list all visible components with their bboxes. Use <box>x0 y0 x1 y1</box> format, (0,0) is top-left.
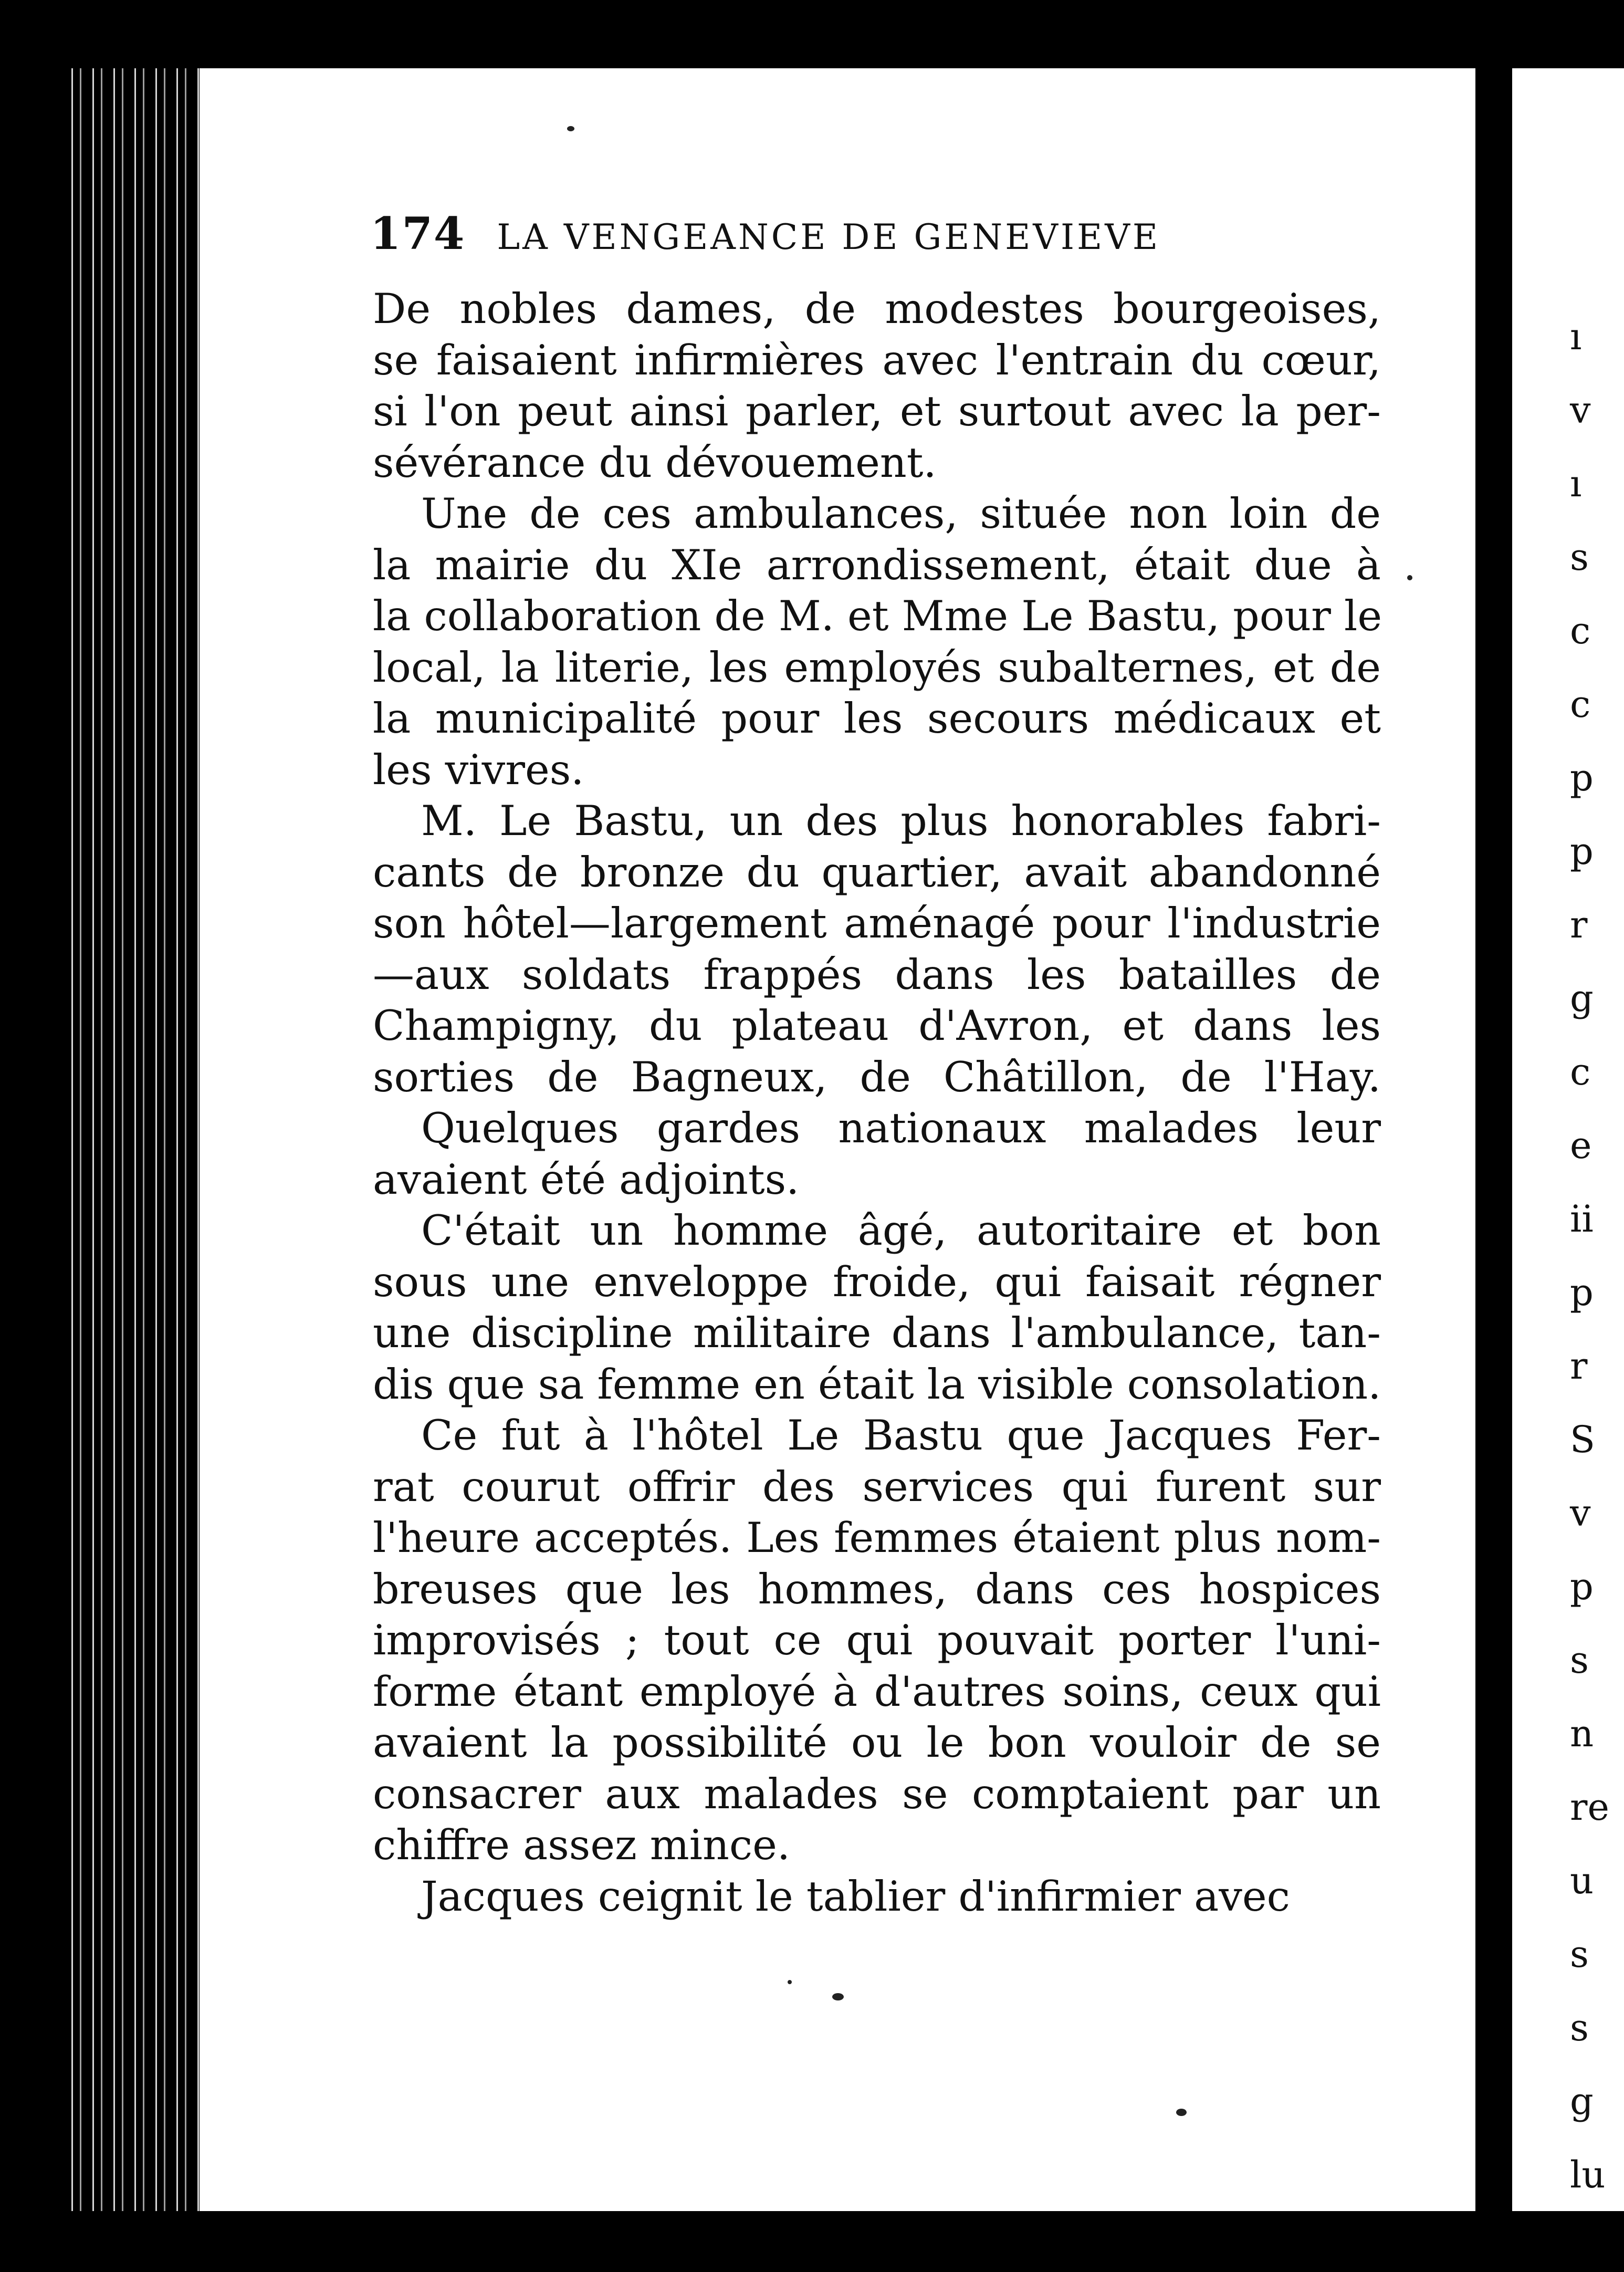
facing-page-fragment: c <box>1570 1050 1591 1093</box>
scan-speck <box>1407 575 1412 580</box>
text-line: la mairie du XIe arrondissement, était due à <box>373 540 1381 589</box>
facing-page-fragment: s <box>1570 1639 1589 1682</box>
facing-page-fragment: p <box>1570 1271 1594 1314</box>
facing-page-fragment: r <box>1570 1345 1588 1388</box>
text-line: local, la literie, les employés subalternes, et de <box>373 643 1381 692</box>
text-line: C'était un homme âgé, autoritaire et bon <box>421 1206 1381 1255</box>
scan-speck <box>832 1993 844 2000</box>
facing-page-fragment: s <box>1570 1933 1589 1976</box>
facing-page-fragment: e <box>1570 1124 1592 1167</box>
text-line: consacrer aux malades se comptaient par un <box>373 1769 1381 1818</box>
text-line: une discipline militaire dans l'ambulance, tan- <box>373 1309 1381 1357</box>
text-line: Une de ces ambulances, située non loin de <box>421 489 1381 538</box>
facing-page-fragment: ı <box>1570 315 1582 358</box>
text-line: De nobles dames, de modestes bourgeoises, <box>373 285 1381 333</box>
page-body <box>373 284 1381 1922</box>
facing-page-fragment: n <box>1570 1712 1594 1755</box>
text-line: Champigny, du plateau d'Avron, et dans les <box>373 1002 1381 1050</box>
facing-page-fragment: g <box>1570 977 1594 1020</box>
text-line: chiffre assez mince. <box>373 1821 790 1869</box>
facing-page-fragment: S <box>1570 1418 1595 1461</box>
text-line: la collaboration de M. et Mme Le Bastu, pour le <box>373 592 1382 640</box>
text-line: sous une enveloppe froide, qui faisait régner <box>373 1257 1381 1306</box>
facing-page-fragment: r <box>1570 903 1588 946</box>
scan-speck <box>788 1980 792 1984</box>
facing-page-fragment: v <box>1570 1492 1591 1535</box>
text-line: —aux soldats frappés dans les batailles de <box>373 950 1381 999</box>
scan-speck <box>1176 2109 1187 2116</box>
facing-page-fragment: ı <box>1570 462 1582 505</box>
text-line: M. Le Bastu, un des plus honorables fabri- <box>421 797 1381 845</box>
text-line: la municipalité pour les secours médicaux et <box>373 694 1381 743</box>
text-line: dis que sa femme en était la visible consolation. <box>373 1360 1381 1409</box>
text-line: rat courut offrir des services qui furent sur <box>373 1462 1381 1511</box>
text-line: si l'on peut ainsi parler, et surtout avec la per- <box>373 387 1381 435</box>
text-line: avaient été adjoints. <box>373 1155 800 1204</box>
facing-page-fragment: p <box>1570 756 1594 799</box>
facing-page-fragment: v <box>1570 389 1591 432</box>
facing-page-fragment: p <box>1570 1565 1594 1608</box>
text-line: avaient la possibilité ou le bon vouloir de se <box>373 1718 1381 1767</box>
text-line: se faisaient infirmières avec l'entrain du cœur, <box>373 336 1381 384</box>
text-line: breuses que les hommes, dans ces hospices <box>373 1565 1381 1613</box>
text-line: improvisés ; tout ce qui pouvait porter l'uni- <box>373 1616 1381 1664</box>
running-header <box>370 207 1210 259</box>
text-line: les vivres. <box>373 745 584 794</box>
page-number: 174 <box>370 207 466 259</box>
text-line: Jacques ceignit le tablier d'infirmier avec <box>421 1872 1290 1921</box>
facing-page-fragment: c <box>1570 683 1591 726</box>
text-line: Ce fut à l'hôtel Le Bastu que Jacques Fer- <box>421 1411 1381 1460</box>
facing-page-fragment: s <box>1570 2006 1589 2049</box>
facing-page-fragment: p <box>1570 830 1594 873</box>
facing-page-edge <box>1512 68 1624 2211</box>
text-line: cants de bronze du quartier, avait abandonné <box>373 848 1381 897</box>
text-line: Quelques gardes nationaux malades leur <box>421 1104 1381 1152</box>
scan-speck <box>567 126 574 131</box>
text-line: son hôtel—largement aménagé pour l'industrie <box>373 899 1381 947</box>
running-title: LA VENGEANCE DE GENEVIEVE <box>497 217 1161 257</box>
facing-page-fragment: re <box>1570 1786 1609 1829</box>
facing-page-fragment: lu <box>1570 2153 1606 2196</box>
facing-page-fragment: c <box>1570 609 1591 652</box>
text-line: sévérance du dévouement. <box>373 438 937 487</box>
facing-page-fragment: s <box>1570 536 1589 579</box>
facing-page-fragment: ii <box>1570 1197 1594 1241</box>
text-line: forme étant employé à d'autres soins, ceux qui <box>373 1667 1381 1716</box>
text-line: l'heure acceptés. Les femmes étaient plus nom- <box>373 1514 1381 1562</box>
facing-page-fragment: u <box>1570 1859 1594 1902</box>
facing-page-fragment: g <box>1570 2080 1594 2123</box>
text-line: sorties de Bagneux, de Châtillon, de l'Hay. <box>373 1052 1381 1101</box>
